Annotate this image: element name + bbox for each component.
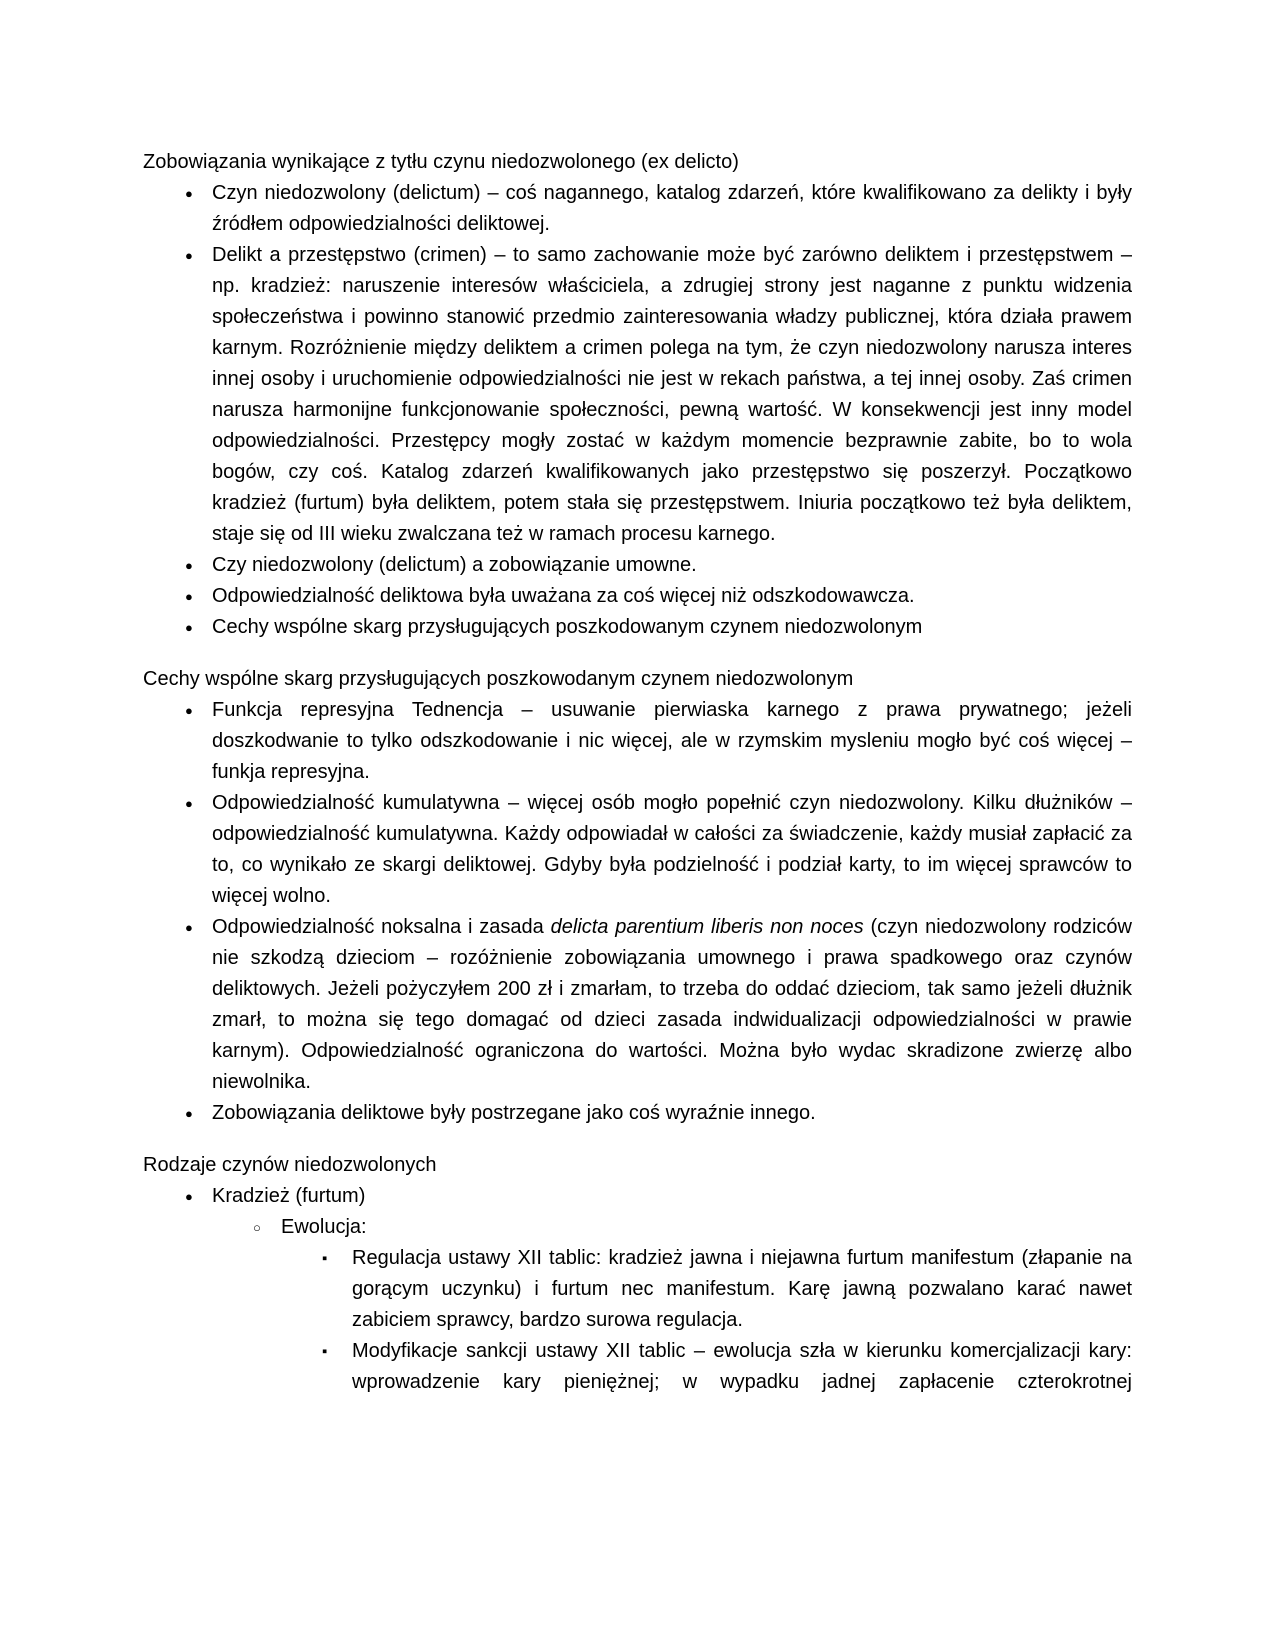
bullet-marker-icon: ○ xyxy=(253,1220,261,1235)
text-run: Ewolucja: xyxy=(281,1216,367,1238)
bullet-text xyxy=(281,1212,1132,1243)
bullet-text xyxy=(212,788,1132,912)
bullet-marker-icon: ● xyxy=(185,620,193,635)
bullet-marker-icon: ● xyxy=(185,1189,193,1204)
bullet-marker-icon: ▪ xyxy=(322,1343,328,1360)
bullet-item xyxy=(143,1243,1132,1336)
bullet-text xyxy=(212,550,1132,581)
bullet-text xyxy=(212,1181,1132,1212)
section-heading: Rodzaje czynów niedozwolonych xyxy=(143,1154,437,1176)
section-heading: Zobowiązania wynikające z tytłu czynu niedozwolonego (ex delicto) xyxy=(143,151,739,173)
text-run: Cechy wspólne skarg przysługujących poszkodowanym czynem niedozwolonym xyxy=(212,616,923,638)
bullet-marker-icon: ▪ xyxy=(322,1250,328,1267)
bullet-item xyxy=(143,1336,1132,1398)
text-run: Kradzież (furtum) xyxy=(212,1185,366,1207)
text-run: Czy niedozwolony (delictum) a zobowiązanie umowne. xyxy=(212,554,697,576)
bullet-item xyxy=(143,178,1132,240)
bullet-item xyxy=(143,695,1132,788)
text-run: Odpowiedzialność kumulatywna – więcej osób mogło popełnić czyn niedozwolony. Kilku dłużników – odpowiedzialność kumulatywna. Każdy odpowiadał w całości za świadczenie, każdy musiał zapłacić za to, co wynikało ze skargi deliktowej. Gdyby była podzielność i podział karty, to im więcej sprawców to więcej wolno. xyxy=(212,792,1132,907)
text-run: Odpowiedzialność deliktowa była uważana za coś więcej niż odszkodowawcza. xyxy=(212,585,915,607)
bullet-marker-icon: ● xyxy=(185,589,193,604)
section-heading: Cechy wspólne skarg przysługujących poszkowodanym czynem niedozwolonym xyxy=(143,668,854,690)
bullet-text xyxy=(212,581,1132,612)
text-run: Funkcja represyjna Tednencja – usuwanie pierwiaska karnego z prawa prywatnego; jeżeli doszkodwanie to tylko odszkodowanie i nic więcej, ale w rzymskim mysleniu mogło być coś więcej – funkja represyjna. xyxy=(212,699,1132,783)
text-run: Modyfikacje sankcji ustawy XII tablic – ewolucja szła w kierunku komercjalizacji kary: wprowadzenie kary pieniężnej; w wypadku jadnej zapłacenie czterokrotnej xyxy=(352,1340,1132,1393)
text-run: Odpowiedzialność noksalna i zasada xyxy=(212,916,551,938)
bullet-item xyxy=(143,1212,1132,1243)
bullet-text xyxy=(212,612,1132,643)
bullet-text xyxy=(352,1243,1132,1336)
bullet-text xyxy=(212,912,1132,1098)
bullet-marker-icon: ● xyxy=(185,248,193,263)
bullet-text xyxy=(352,1336,1132,1398)
bullet-item xyxy=(143,240,1132,550)
bullet-item xyxy=(143,788,1132,912)
text-run: Regulacja ustawy XII tablic: kradzież jawna i niejawna furtum manifestum (złapanie na gorącym uczynku) i furtum nec manifestum. Karę jawną pozwalano karać nawet zabiciem sprawcy, bardzo surowa regulacja. xyxy=(352,1247,1132,1331)
text-run: Czyn niedozwolony (delictum) – coś nagannego, katalog zdarzeń, które kwalifikowano za delikty i były źródłem odpowiedzialności deliktowej. xyxy=(212,182,1132,235)
document-content xyxy=(143,147,1132,1398)
bullet-marker-icon: ● xyxy=(185,558,193,573)
bullet-marker-icon: ● xyxy=(185,920,193,935)
text-run: Zobowiązania deliktowe były postrzegane jako coś wyraźnie innego. xyxy=(212,1102,816,1124)
bullet-text xyxy=(212,240,1132,550)
bullet-item xyxy=(143,1098,1132,1129)
text-run: (czyn niedozwolony rodziców nie szkodzą dzieciom – rozóżnienie zobowiązania umownego i prawa spadkowego oraz czynów deliktowych. Jeżeli pożyczyłem 200 zł i zmarłam, to trzeba do oddać dzieciom, tak samo jeżeli dłużnik zmarł, to można się tego domagać od dzieci zasada indwidualizacji odpowiedzialności w prawie karnym). Odpowiedzialność ograniczona do wartości. Można było wydac skradizone zwierzę albo niewolnika. xyxy=(212,916,1133,1093)
bullet-text xyxy=(212,695,1132,788)
bullet-item xyxy=(143,912,1132,1098)
bullet-item xyxy=(143,612,1132,643)
bullet-marker-icon: ● xyxy=(185,1106,193,1121)
bullet-item xyxy=(143,581,1132,612)
bullet-marker-icon: ● xyxy=(185,703,193,718)
bullet-marker-icon: ● xyxy=(185,186,193,201)
bullet-item xyxy=(143,1181,1132,1212)
bullet-marker-icon: ● xyxy=(185,796,193,811)
bullet-text xyxy=(212,178,1132,240)
bullet-item xyxy=(143,550,1132,581)
italic-text-run: delicta parentium liberis non noces xyxy=(550,916,864,938)
bullet-text xyxy=(212,1098,1132,1129)
text-run: Delikt a przestępstwo (crimen) – to samo zachowanie może być zarówno deliktem i przestępstwem – np. kradzież: naruszenie interesów właściciela, a zdrugiej strony jest naganne z punktu widzenia społeczeństwa i powinno stanowić przedmio zainteresowania władzy publicznej, która działa prawem karnym. Rozróżnienie między deliktem a crimen polega na tym, że czyn niedozwolony narusza interes innej osoby i uruchomienie odpowiedzialności nie jest w rekach państwa, a tej innej osoby. Zaś crimen narusza harmonijne funkcjonowanie społeczności, pewną wartość. W konsekwencji jest inny model odpowiedzialności. Przestępcy mogły zostać w każdym momencie bezprawnie zabite, bo to wola bogów, czy coś. Katalog zdarzeń kwalifikowanych jako przestępstwo się poszerzył. Początkowo kradzież (furtum) była deliktem, potem stała się przestępstwem. Iniuria początkowo też była deliktem, staje się od III wieku zwalczana też w ramach procesu karnego. xyxy=(212,244,1132,545)
